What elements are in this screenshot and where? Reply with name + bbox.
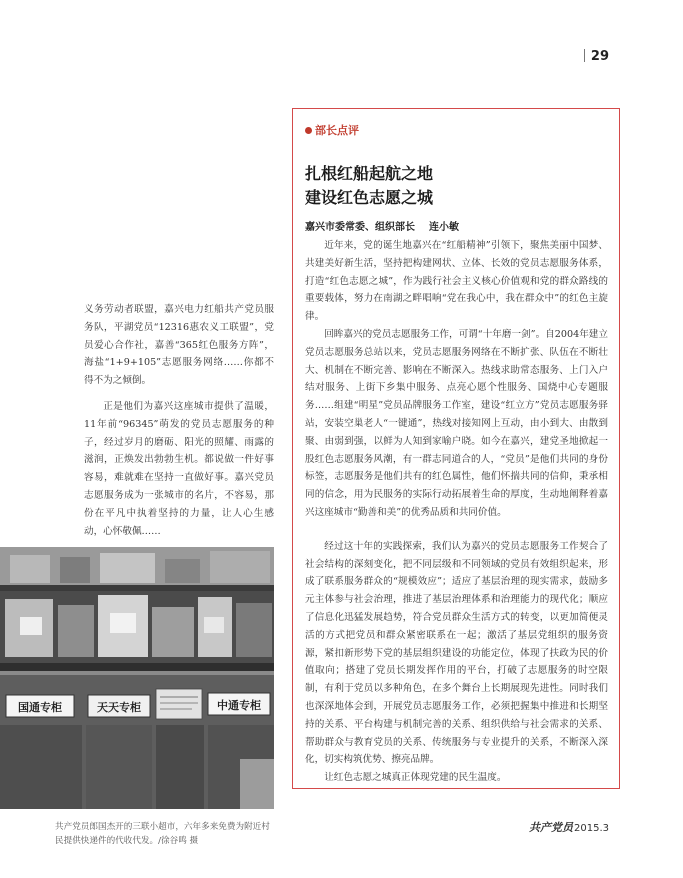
- article-body: [305, 237, 608, 787]
- left-paragraph: 正是他们为嘉兴这座城市提供了温暖，11年前“96345”萌发的党员志愿服务的种子，经过岁月的磨砺、阳光的照耀、雨露的滋润，正焕发出勃勃生机。都说做一件好事容易，难就难在坚持一直做好事。嘉兴党员志愿服务成为一张城市的名片，不容易，那份在平凡中执着坚持的力量，让人心生感动，心怀敬佩……: [84, 400, 274, 537]
- footer: [529, 819, 609, 835]
- article-title: [305, 162, 433, 210]
- sign-tiantian: 天天专柜: [97, 701, 141, 714]
- page-number: 29: [584, 49, 609, 64]
- author-name: 连小敏: [429, 222, 459, 233]
- title-line: 扎根红船起航之地: [305, 164, 434, 183]
- sign-guotong: 国通专柜: [18, 701, 62, 714]
- body-paragraph: 近年来，党的诞生地嘉兴在“红船精神”引领下，聚焦美丽中国梦、共建美好新生活，坚持把构建网状、立体、长效的党员志愿服务体系，打造“红色志愿之城”，作为践行社会主义核心价值观和党的群众路线的重要载体，努力在南湖之畔唱响“党在我心中，我在群众中”的红色主旋律。: [305, 240, 608, 323]
- title-line: 建设红色志愿之城: [305, 188, 434, 207]
- photo-caption: 共产党员郎国杰开的三联小超市，六年多来免费为附近村民提供快递件的代收代发。/徐谷鸣 摄: [55, 822, 270, 846]
- bullet-icon: [305, 127, 312, 134]
- author-line: [305, 218, 459, 233]
- body-paragraph: 让红色志愿之城真正体现党建的民生温度。: [324, 772, 507, 784]
- left-paragraph: 义务劳动者联盟，嘉兴电力红船共产党员服务队，平湖党员“12316惠农义工联盟”，党员爱心合作社，嘉善“365红色服务方阵”，海盐“1+9+105”志愿服务网络……你都不得不为之倾倒。: [84, 304, 274, 387]
- author-title: 嘉兴市委常委、组织部长: [305, 222, 415, 233]
- left-column-text: [84, 301, 274, 540]
- magazine-name: 共产党员: [529, 821, 573, 834]
- body-paragraph: 回眸嘉兴的党员志愿服务工作，可谓“十年磨一剑”。自2004年建立党员志愿服务总站以来，党员志愿服务网络在不断扩张、队伍在不断壮大、机制在不断完善、影响在不断深入。热线求助常态服务、上门入户结对服务、上街下乡集中服务、点亮心愿个性服务、国烧中心专题服务……组建“明星”党员品牌服务工作室，建设“红立方”党员志愿服务驿站，安装空巢老人“一键通”，热线对接知网上互动，由小到大、由散到聚、由弱到强，以鲜为人知到家喻户晓。如今在嘉兴，建党圣地掀起一股红色志愿服务风潮，有一群志同道合的人，“党员”是他们共同的身份标签，志愿服务是他们共有的红色属性，他们怀揣共同的信仰，秉承相同的信念，用为民服务的实际行动拓展着生命的厚度，生动地阐释着嘉兴这座城市“勤善和美”的优秀品质和共同价值。: [305, 328, 608, 518]
- supermarket-photo: [0, 547, 274, 809]
- sign-zhongtong: 中通专柜: [217, 699, 261, 712]
- issue-number: 2015.3: [574, 823, 609, 834]
- section-label: 部长点评: [305, 122, 359, 138]
- body-paragraph: 经过这十年的实践探索，我们认为嘉兴的党员志愿服务工作契合了社会结构的深刻变化，把不同层级和不同领域的党员有效组织起来，形成了联系服务群众的“规模效应”；适应了基层治理的现实需求，鼓励多元主体参与社会治理，推进了基层治理体系和治理能力的现代化；顺应了信息化迅猛发展趋势，符合党员群众生活方式的转变，以更加简便灵活的方式把党员和群众紧密联系在一起；激活了基层党组织的服务资源，紧扣新形势下党的基层组织建设的功能定位，体现了扶政为民的价值取向；搭建了党员长期发挥作用的平台，打破了志愿服务的时空限制，有利于党员以多种角色，在多个舞台上长期展现先进性。同时我们也深深地体会到，开展党员志愿服务工作，必须把握集中推进和长期坚持的关系、平台构建与机制完善的关系、组织供给与社会需求的关系、帮助群众与教育党员的关系、传统服务与专业提升的关系，不断深入深化，切实构筑优势、擦亮品牌。: [305, 540, 608, 766]
